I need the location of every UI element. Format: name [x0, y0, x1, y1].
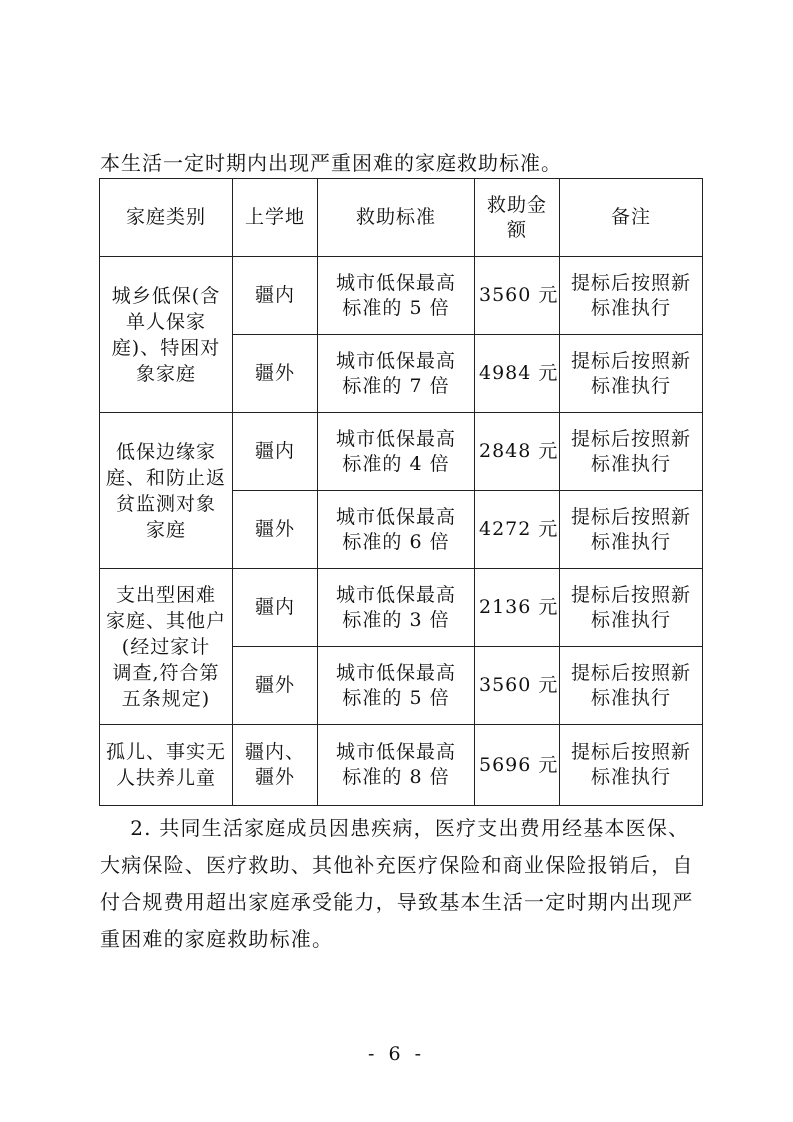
paragraph-line: 重困难的家庭救助标准。	[100, 927, 334, 951]
category-line: 调查,符合第	[112, 661, 220, 684]
standard-line: 标准的 8 倍	[342, 766, 450, 788]
note-line: 标准执行	[590, 296, 671, 319]
category-cell	[100, 569, 233, 725]
amount-cell: 4984 元	[475, 335, 560, 413]
amount-cell: 3560 元	[475, 647, 560, 725]
standard-cell	[318, 257, 475, 335]
standard-cell	[318, 413, 475, 491]
category-cell	[100, 725, 233, 806]
category-line: 家庭	[145, 518, 186, 541]
category-line: 象家庭	[135, 362, 196, 385]
header-amount-line1: 救助金	[486, 193, 547, 216]
category-cell	[100, 257, 233, 413]
intro-line: 本生活一定时期内出现严重困难的家庭救助标准。	[100, 151, 562, 175]
standard-cell	[318, 335, 475, 413]
header-amount	[475, 179, 560, 257]
note-line: 标准执行	[590, 452, 671, 475]
note-line: 提标后按照新	[570, 427, 691, 450]
note-line: 提标后按照新	[570, 661, 691, 684]
standard-line: 标准的 5 倍	[342, 686, 450, 709]
table-row	[100, 257, 703, 335]
location-cell: 疆外	[233, 491, 318, 569]
header-note: 备注	[560, 179, 703, 257]
note-line: 提标后按照新	[570, 583, 691, 606]
page-number: - 6 -	[367, 1043, 425, 1065]
location-cell: 疆内	[233, 569, 318, 647]
standard-line: 城市低保最高	[335, 741, 456, 763]
category-line: 城乡低保(含	[111, 284, 221, 307]
standard-cell	[318, 569, 475, 647]
note-line: 提标后按照新	[570, 741, 691, 763]
standard-line: 城市低保最高	[335, 427, 456, 450]
note-line: 提标后按照新	[570, 349, 691, 372]
note-line: 标准执行	[590, 766, 671, 788]
category-line: 贫监测对象	[115, 492, 216, 515]
note-cell	[560, 491, 703, 569]
paragraph-line: 付合规费用超出家庭承受能力，导致基本生活一定时期内出现严	[100, 890, 694, 914]
paragraph-line: 2. 共同生活家庭成员因患疾病，医疗支出费用经基本医保、	[100, 816, 690, 840]
header-category: 家庭类别	[100, 179, 233, 257]
relief-standard-table	[99, 178, 703, 806]
note-line: 标准执行	[590, 374, 671, 397]
standard-line: 城市低保最高	[335, 583, 456, 606]
note-line: 标准执行	[590, 686, 671, 709]
amount-cell: 3560 元	[475, 257, 560, 335]
category-cell	[100, 413, 233, 569]
note-line: 标准执行	[590, 608, 671, 631]
category-line: 单人保家	[125, 310, 206, 333]
standard-cell	[318, 725, 475, 806]
table-header-row	[100, 179, 703, 257]
category-line: 家庭、其他户	[105, 609, 226, 632]
header-standard: 救助标准	[318, 179, 475, 257]
header-location: 上学地	[233, 179, 318, 257]
category-line: 人扶养儿童	[115, 767, 216, 789]
table-row	[100, 413, 703, 491]
standard-line: 标准的 5 倍	[342, 296, 450, 319]
category-line: 孤儿、事实无	[105, 741, 226, 763]
amount-cell: 4272 元	[475, 491, 560, 569]
location-cell: 疆内	[233, 257, 318, 335]
note-line: 提标后按照新	[570, 271, 691, 294]
note-cell	[560, 647, 703, 725]
standard-line: 标准的 6 倍	[342, 530, 450, 553]
location-cell: 疆外	[233, 647, 318, 725]
standard-cell	[318, 647, 475, 725]
header-amount-line2: 额	[506, 218, 527, 241]
note-cell	[560, 569, 703, 647]
amount-cell: 5696 元	[475, 725, 560, 806]
standard-line: 城市低保最高	[335, 661, 456, 684]
note-cell	[560, 725, 703, 806]
standard-line: 标准的 4 倍	[342, 452, 450, 475]
note-cell	[560, 335, 703, 413]
paragraph-line: 大病保险、医疗救助、其他补充医疗保险和商业保险报销后，自	[100, 853, 694, 877]
location-cell	[233, 725, 318, 806]
note-line: 提标后按照新	[570, 505, 691, 528]
location-cell: 疆内	[233, 413, 318, 491]
note-cell	[560, 413, 703, 491]
location-cell: 疆外	[233, 335, 318, 413]
note-cell	[560, 257, 703, 335]
standard-cell	[318, 491, 475, 569]
note-line: 标准执行	[590, 530, 671, 553]
category-line: 庭、和防止返	[105, 466, 226, 489]
amount-cell: 2136 元	[475, 569, 560, 647]
location-line: 疆内、	[244, 741, 305, 763]
category-line: 支出型困难	[115, 583, 216, 606]
amount-cell: 2848 元	[475, 413, 560, 491]
standard-line: 城市低保最高	[335, 271, 456, 294]
standard-line: 标准的 7 倍	[342, 374, 450, 397]
table-row	[100, 725, 703, 806]
category-line: (经过家计	[121, 635, 211, 658]
standard-line: 城市低保最高	[335, 505, 456, 528]
category-line: 五条规定)	[121, 687, 211, 710]
table-row	[100, 569, 703, 647]
standard-line: 城市低保最高	[335, 349, 456, 372]
category-line: 庭)、特困对	[111, 336, 221, 359]
location-line: 疆外	[254, 766, 295, 788]
category-line: 低保边缘家	[115, 440, 216, 463]
standard-line: 标准的 3 倍	[342, 608, 450, 631]
